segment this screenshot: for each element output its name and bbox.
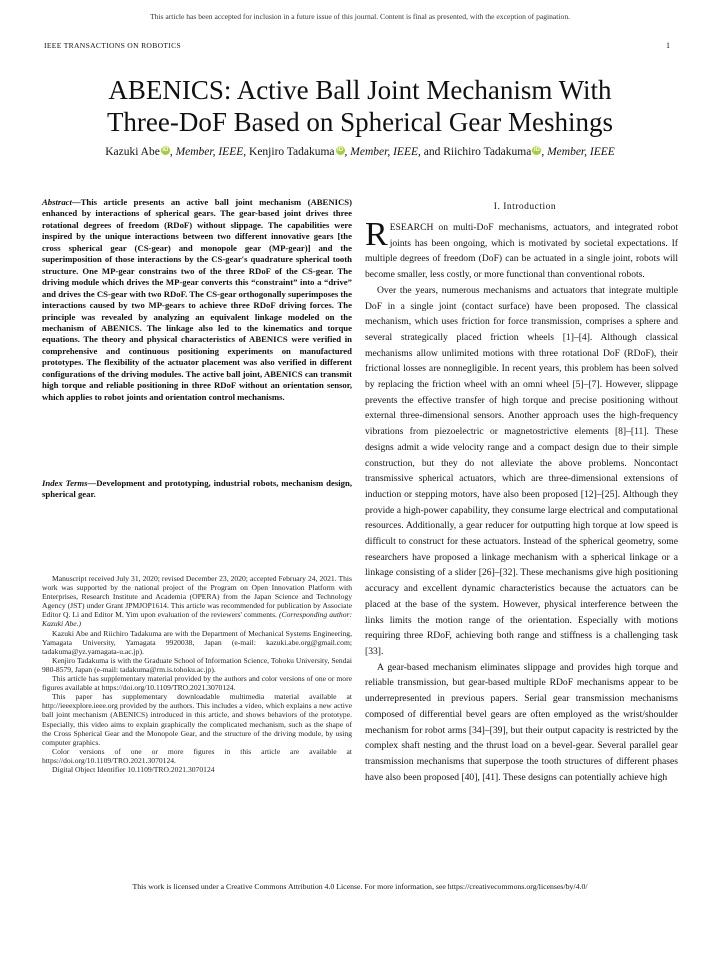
license-footer: This work is licensed under a Creative Commons Attribution 4.0 License. For more information, see https://creativecommons.org/licenses/by/4.0/: [132, 882, 588, 891]
author-1-name: Kazuki Abe: [105, 146, 160, 158]
author-2-membership: Member, IEEE: [350, 146, 418, 158]
introduction-body: [365, 216, 678, 785]
footnote-color-versions: Color versions of one or more figures in this article are available at https://doi.org/10.1109/TRO.2021.3070124.: [42, 746, 352, 765]
abstract: [42, 197, 352, 403]
section-heading-introduction: I. Introduction: [493, 202, 557, 212]
drop-cap: R: [365, 216, 388, 253]
intro-paragraph-2: Over the years, numerous mechanisms and actuators that integrate multiple DoF in a single joint (contact surface) have been proposed. The classical mechanism, which uses friction for force transmission, comprises a sphere and several strategically placed friction wheels [1]–[4]. Although classical mechanisms allow unlimited motions with three rotational DoF (RDoF), their frictional losses are nonnegligible. In recent years, this problem has been solved by replacing the friction wheel with an omni wheel [5]–[7]. However, slippage prevents the effective transfer of high torque and precise positioning without external three-dimensional sensors. Another approach uses the high-frequency vibrations from piezoelectric or magnetostrictive elements [8]–[11]. These designs admit a wide velocity range and a compact design due to their simple construction, but they do not alleviate the above problems. Noncontact transmissive spherical actuators, which are three-dimensional extensions of induction or stepping motors, have also been proposed [12]–[25]. Although they provide a high-power capability, they consume large electrical and computational resources. Additionally, a gear reducer for outputting high torque at low speed is difficult to construct for these actuators. Instead of the spherical geometry, some researchers have proposed a linkage mechanism with a spherical linkage or a linkage consisting of a slider [26]–[32]. These mechanisms give high positioning accuracy and excellent dynamic characteristics because the actuators can be placed at the base of the system. However, physical interference between the links limits the motion range of the orientation. Especially with motions requiring three RDoF, achieving both range and stiffness is a challenging task [33].: [365, 284, 678, 657]
title-line-1: ABENICS: Active Ball Joint Mechanism With: [108, 75, 612, 105]
abstract-label: Abstract: [42, 197, 72, 207]
footnote-supplementary-1: This article has supplementary material provided by the authors and color versions of one or more figures available at https://doi.org/10.1109/TRO.2021.3070124.: [42, 674, 352, 693]
author-1-membership: Member, IEEE: [175, 146, 244, 158]
author-list: Kazuki Abe iD , Member, IEEE, Kenjiro Tadakuma iD , Member, IEEE, and Riichiro Tadakuma iD , Member, IEEE: [105, 146, 615, 158]
acceptance-note: This article has been accepted for inclusion in a future issue of this journal. Content is final as presented, with the exception of pagination.: [149, 12, 571, 21]
footnote-received: Manuscript received July 31, 2020; revised December 23, 2020; accepted February 24, 2021. This work was supported by the national project of the Program on Open Innovation Platform with Enterprises, Research Institute and Academia (OPERA) from the Japan Science and Technology Agency (JST) under Grant JPMJOP1614. This article was recommended for publication by Associate Editor Q. Li and Editor M. Yim upon evaluation of the reviewers' comments. (Corresponding author: Kazuki Abe.): [42, 574, 353, 629]
orcid-icon[interactable]: iD: [162, 147, 169, 153]
paper-title: [40, 74, 680, 138]
page-number: 1: [666, 41, 670, 50]
author-2-name: Kenjiro Tadakuma: [249, 146, 335, 158]
index-terms: [42, 478, 352, 501]
footnote-affiliation-2: Kenjiro Tadakuma is with the Graduate School of Information Science, Tohoku University, Sendai 980-8579, Japan (e-mail: tadakuma@rm.is.tohoku.ac.jp).: [42, 655, 352, 674]
footnote-affiliation-1: Kazuki Abe and Riichiro Tadakuma are with the Department of Mechanical Systems Engineering, Yamagata University, Yamagata 9920038, Japan (e-mail: kazuki.abe.org@gmail.com; tadakuma@yz.yamagata-u.ac.jp).: [42, 628, 352, 656]
orcid-icon[interactable]: iD: [533, 147, 540, 153]
footnotes: [42, 574, 352, 774]
footnote-doi: Digital Object Identifier 10.1109/TRO.2021.3070124: [52, 764, 215, 774]
index-terms-label: Index Terms: [42, 478, 88, 488]
abstract-text: —This article presents an active ball joint mechanism (ABENICS) enhanced by interactions of spherical gears. The gear-based joint drives three rotational degrees of freedom (RDoF) without slippage. The capabilities were inspired by the unique interactions between two different innovative gears [the cross spherical gear (CS-gear) and monopole gear (MP-gear)] and the superimposition of those interactions by the CS-gear's quadrature spherical tooth structure. One MP-gear constrains two of the three RDoF of the CS-gear. The driving module which drives the MP-gear converts this “constraint” into a “drive” and drives the CS-gear with two RDoF. The CS-gear orthogonally superimposes the interactions caused by two MP-gears to achieve three RDoF driving forces. The principle was revealed by analyzing an equivalent linkage modeled on the mechanism of ABENICS. The linkage also led to the kinematics and torque equations. The theory and physical characteristics of ABENICS were verified in comprehensive and continuous positioning experiments on manufactured prototypes. The flexibility of the actuator placement was also verified in different configurations of the driving modules. The active ball joint, ABENICS can transmit high torque and reliable positioning in three RDoF without an orientation sensor, which applies to robot joints and orientation control mechanisms.: [42, 197, 352, 402]
orcid-icon[interactable]: iD: [337, 147, 344, 153]
footnote-supplementary-2: This paper has supplementary downloadable multimedia material available at http://ieeexplore.ieee.org provided by the authors. This includes a video, which explains a new active ball joint mechanism (ABENICS) introduced in this article, and shows behaviors of the prototype. Especially, this video aims to explain graphically the complicated mechanism, such as the shape of the Cross Spherical Gear and the Monopole Gear, and the structure of the driving module, by using computer graphics.: [42, 692, 352, 747]
author-3-membership: Member, IEEE: [547, 146, 615, 158]
author-3-name: Riichiro Tadakuma: [443, 146, 532, 158]
corresponding-author: (Corresponding author: Kazuki Abe.): [42, 610, 353, 629]
index-terms-text: —Development and prototyping, industrial robots, mechanism design, spherical gear.: [42, 478, 353, 500]
intro-paragraph-1: RESEARCH on multi-DoF mechanisms, actuators, and integrated robot joints has been ongoing, which is motivated by societal expectations. If multiple degrees of freedom (DoF) can be actuated in a single joint, robots will become smaller, less costly, or more functional than conventional robots.: [365, 216, 678, 281]
journal-name: IEEE TRANSACTIONS ON ROBOTICS: [44, 41, 182, 50]
intro-paragraph-3: A gear-based mechanism eliminates slippage and provides high torque and reliable transmission, but gear-based multiple RDoF mechanisms appear to be underrepresented in previous papers. Serial gear transmission mechanisms composed of differential bevel gears are often employed as the wrist/shoulder mechanism for robot arms [34]–[39], but their output capacity is restricted by the complex shaft nesting and the thrust load on a bevel-gear. Several parallel gear transmission mechanisms that superpose the tooth structures of different phases have also been proposed [40], [41]. These designs can potentially achieve high: [365, 661, 678, 783]
title-line-2: Three-DoF Based on Spherical Gear Meshings: [106, 107, 614, 137]
